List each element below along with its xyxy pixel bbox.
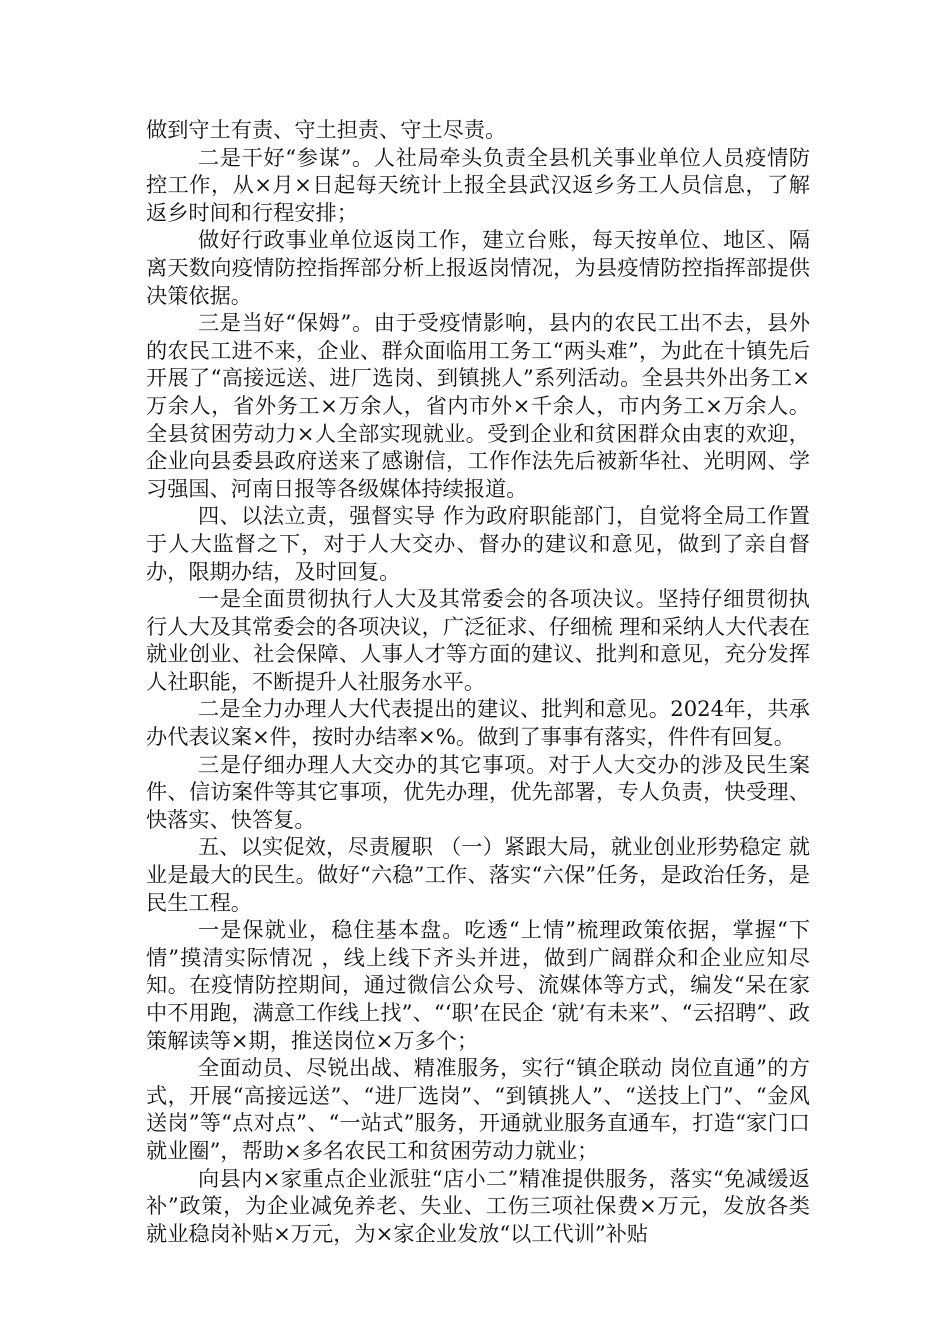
document-page (146, 116, 810, 1247)
paragraph-12: 向县内×家重点企业派驻“店小二”精准提供服务，落实“免减缓返补”政策，为企业减免养老、失业、工伤三项社保费×万元，发放各类就业稳岗补贴×万元，为×家企业发放“以工代训”补贴 (146, 1165, 810, 1246)
paragraph-5: 四、以法立责，强督实导 作为政府职能部门，自觉将全局工作置于人大监督之下，对于人大交办、督办的建议和意见，做到了亲自督办，限期办结，及时回复。 (146, 503, 810, 584)
paragraph-8: 三是仔细办理人大交办的其它事项。对于人大交办的涉及民生案件、信访案件等其它事项，优先办理，优先部署，专人负责，快受理、快落实、快答复。 (146, 751, 810, 832)
paragraph-6: 一是全面贯彻执行人大及其常委会的各项决议。坚持仔细贯彻执行人大及其常委会的各项决议，广泛征求、仔细梳 理和采纳人大代表在就业创业、社会保障、人事人才等方面的建议、批判和意见，充分发挥人社职能，不断提升人社服务水平。 (146, 586, 810, 694)
paragraph-2: 二是干好“参谋”。人社局牵头负责全县机关事业单位人员疫情防控工作，从×月×日起每天统计上报全县武汉返乡务工人员信息，了解返乡时间和行程安排； (146, 144, 810, 225)
paragraph-10: 一是保就业，稳住基本盘。吃透“上情”梳理政策依据，掌握“下情”摸清实际情况 ，线上线下齐头并进，做到广阔群众和企业应知尽知。在疫情防控期间，通过微信公众号、流媒体等方式，编发“呆在家中不用跑，满意工作线上找”、“‘职’在民企 ‘就’有未来”、“云招聘”、政策解读等×期，推送岗位×万多个； (146, 917, 810, 1053)
paragraph-4: 三是当好“保姆”。由于受疫情影响，县内的农民工出不去，县外的农民工进不来，企业、群众面临用工务工“两头难”，为此在十镇先后开展了“高接远送、进厂选岗、到镇挑人”系列活动。全县共外出务工×万余人，省外务工×万余人，省内市外×千余人，市内务工×万余人。全县贫困劳动力×人全部实现就业。受到企业和贫困群众由衷的欢迎，企业向县委县政府送来了感谢信，工作作法先后被新华社、光明网、学习强国、河南日报等各级媒体持续报道。 (146, 310, 810, 501)
paragraph-3: 做好行政事业单位返岗工作，建立台账，每天按单位、地区、隔离天数向疫情防控指挥部分析上报返岗情况，为县疫情防控指挥部提供决策依据。 (146, 227, 810, 308)
paragraph-1: 做到守土有责、守土担责、守土尽责。 (146, 117, 507, 142)
paragraph-7: 二是全力办理人大代表提出的建议、批判和意见。2024年，共承办代表议案×件，按时办结率×%。做到了事事有落实，件件有回复。 (146, 696, 810, 750)
paragraph-11: 全面动员、尽锐出战、精准服务，实行“镇企联动 岗位直通”的方式，开展“高接远送”、“进厂选岗”、“到镇挑人”、“送技上门”、“金风送岗”等“点对点”、“一站式”服务，开通就业服务直通车，打造“家门口就业圈”，帮助×多名农民工和贫困劳动力就业； (146, 1055, 810, 1163)
paragraph-9: 五、以实促效，尽责履职 （一）紧跟大局，就业创业形势稳定 就业是最大的民生。做好“六稳”工作、落实“六保”任务，是政治任务，是民生工程。 (146, 834, 810, 915)
